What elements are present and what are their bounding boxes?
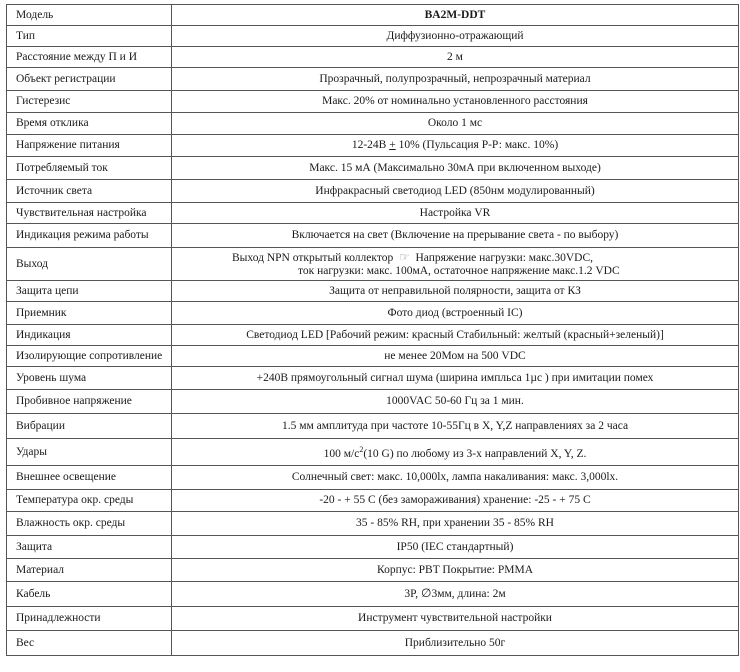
spec-label: Внешнее освещение bbox=[7, 466, 172, 490]
spec-value: Прозрачный, полупрозрачный, непрозрачный материал bbox=[172, 68, 739, 91]
spec-row-object bbox=[7, 68, 739, 91]
supply-tolerance: 10% (Пульсация Р-Р: макс. 10%) bbox=[395, 139, 559, 151]
spec-label: Тип bbox=[7, 26, 172, 47]
spec-value: 35 - 85% RH, при хранении 35 - 85% RH bbox=[172, 512, 739, 536]
spec-value bbox=[172, 582, 739, 607]
spec-row-breakdown bbox=[7, 390, 739, 414]
spec-label: Пробивное напряжение bbox=[7, 390, 172, 414]
spec-value: Приблизительно 50г bbox=[172, 631, 739, 656]
cable-cores: 3P, bbox=[404, 588, 421, 600]
spec-row-protection-circuit bbox=[7, 281, 739, 302]
spec-table bbox=[6, 4, 739, 656]
spec-value: Корпус: PBT Покрытие: PMMA bbox=[172, 559, 739, 582]
spec-label: Источник света bbox=[7, 180, 172, 203]
spec-value: Макс. 15 мА (Максимально 30мА при включенном выходе) bbox=[172, 157, 739, 180]
spec-row-material bbox=[7, 559, 739, 582]
spec-value: BA2M-DDT bbox=[172, 5, 739, 26]
spec-row-weight bbox=[7, 631, 739, 656]
spec-label: Кабель bbox=[7, 582, 172, 607]
spec-label: Материал bbox=[7, 559, 172, 582]
spec-row-current bbox=[7, 157, 739, 180]
spec-value: Макс. 20% от номинально установленного расстояния bbox=[172, 91, 739, 113]
spec-value bbox=[172, 439, 739, 466]
spec-value: +240В прямоугольный сигнал шума (ширина импльса 1µс ) при имитации помех bbox=[172, 367, 739, 390]
spec-label: Защита bbox=[7, 536, 172, 559]
spec-value: Фото диод (встроенный IC) bbox=[172, 302, 739, 325]
spec-row-indication bbox=[7, 325, 739, 346]
output-load-current: ток нагрузки: макс. 100мА, остаточное напряжение макс.1.2 VDC bbox=[298, 264, 620, 277]
spec-label: Индикация bbox=[7, 325, 172, 346]
spec-label: Индикация режима работы bbox=[7, 224, 172, 248]
spec-row-cable bbox=[7, 582, 739, 607]
spec-label: Потребляемый ток bbox=[7, 157, 172, 180]
spec-row-accessories bbox=[7, 607, 739, 631]
shock-exponent: 2 bbox=[359, 445, 364, 455]
spec-row-operation-mode bbox=[7, 224, 739, 248]
spec-label: Напряжение питания bbox=[7, 135, 172, 157]
spec-row-output bbox=[7, 248, 739, 281]
spec-label: Гистерезис bbox=[7, 91, 172, 113]
spec-value: 2 м bbox=[172, 47, 739, 68]
spec-label: Вес bbox=[7, 631, 172, 656]
spec-value: Настройка VR bbox=[172, 203, 739, 224]
spec-row-model bbox=[7, 5, 739, 26]
spec-row-supply bbox=[7, 135, 739, 157]
supply-base: 12-24В bbox=[351, 139, 390, 151]
spec-value: Около 1 мс bbox=[172, 113, 739, 135]
spec-value: Диффузионно-отражающий bbox=[172, 26, 739, 47]
spec-label: Модель bbox=[7, 5, 172, 26]
spec-value: Инструмент чувствительной настройки bbox=[172, 607, 739, 631]
spec-label: Объект регистрации bbox=[7, 68, 172, 91]
spec-row-humidity bbox=[7, 512, 739, 536]
spec-label: Расстояние между П и И bbox=[7, 47, 172, 68]
spec-row-insulation bbox=[7, 346, 739, 367]
output-type: Выход NPN открытый коллектор bbox=[232, 251, 394, 264]
spec-value: Защита от неправильной полярности, защита от КЗ bbox=[172, 281, 739, 302]
spec-value: не менее 20Мом на 500 VDC bbox=[172, 346, 739, 367]
spec-row-distance bbox=[7, 47, 739, 68]
spec-label: Изолирующие сопротивление bbox=[7, 346, 172, 367]
spec-row-type bbox=[7, 26, 739, 47]
spec-row-ambient-light bbox=[7, 466, 739, 490]
spec-label: Уровень шума bbox=[7, 367, 172, 390]
spec-label: Влажность окр. среды bbox=[7, 512, 172, 536]
spec-label: Время отклика bbox=[7, 113, 172, 135]
spec-value bbox=[172, 248, 739, 281]
output-load-voltage: Напряжение нагрузки: макс.30VDC, bbox=[415, 251, 594, 264]
spec-label: Вибрации bbox=[7, 414, 172, 439]
spec-value: 1000VAC 50-60 Гц за 1 мин. bbox=[172, 390, 739, 414]
spec-value: IP50 (IEC стандартный) bbox=[172, 536, 739, 559]
shock-base: 100 м/с bbox=[323, 447, 360, 460]
spec-label: Выход bbox=[7, 248, 172, 281]
spec-row-sensitivity bbox=[7, 203, 739, 224]
spec-row-vibration bbox=[7, 414, 739, 439]
spec-value: Солнечный свет: макс. 10,000lx, лампа накаливания: макс. 3,000lx. bbox=[172, 466, 739, 490]
shock-rest: (10 G) по любому из 3-х направлений X, Y, Z. bbox=[363, 447, 587, 460]
spec-value: 1.5 мм амплитуда при частоте 10-55Гц в X, Y,Z направлениях за 2 часа bbox=[172, 414, 739, 439]
spec-value: Светодиод LED [Рабочий режим: красный Стабильный: желтый (красный+зеленый)] bbox=[172, 325, 739, 346]
spec-label: Удары bbox=[7, 439, 172, 466]
spec-label: Температура окр. среды bbox=[7, 490, 172, 512]
spec-row-response bbox=[7, 113, 739, 135]
spec-label: Защита цепи bbox=[7, 281, 172, 302]
spec-value: -20 - + 55 С (без замораживания) хранение: -25 - + 75 С bbox=[172, 490, 739, 512]
spec-row-hysteresis bbox=[7, 91, 739, 113]
spec-value bbox=[172, 135, 739, 157]
plus-minus-sign: + bbox=[389, 139, 396, 151]
spec-row-protection bbox=[7, 536, 739, 559]
spec-label: Принадлежности bbox=[7, 607, 172, 631]
spec-row-light-source bbox=[7, 180, 739, 203]
spec-row-shock bbox=[7, 439, 739, 466]
cable-size: 3мм, длина: 2м bbox=[431, 588, 506, 600]
pointing-hand-icon: ☞ bbox=[398, 249, 410, 264]
spec-value: Включается на свет (Включение на прерывание света - по выбору) bbox=[172, 224, 739, 248]
spec-label: Чувствительная настройка bbox=[7, 203, 172, 224]
spec-row-temperature bbox=[7, 490, 739, 512]
spec-value: Инфракрасный светодиод LED (850нм модулированный) bbox=[172, 180, 739, 203]
diameter-icon: ∅ bbox=[421, 586, 432, 600]
spec-row-receiver bbox=[7, 302, 739, 325]
spec-row-noise bbox=[7, 367, 739, 390]
spec-label: Приемник bbox=[7, 302, 172, 325]
